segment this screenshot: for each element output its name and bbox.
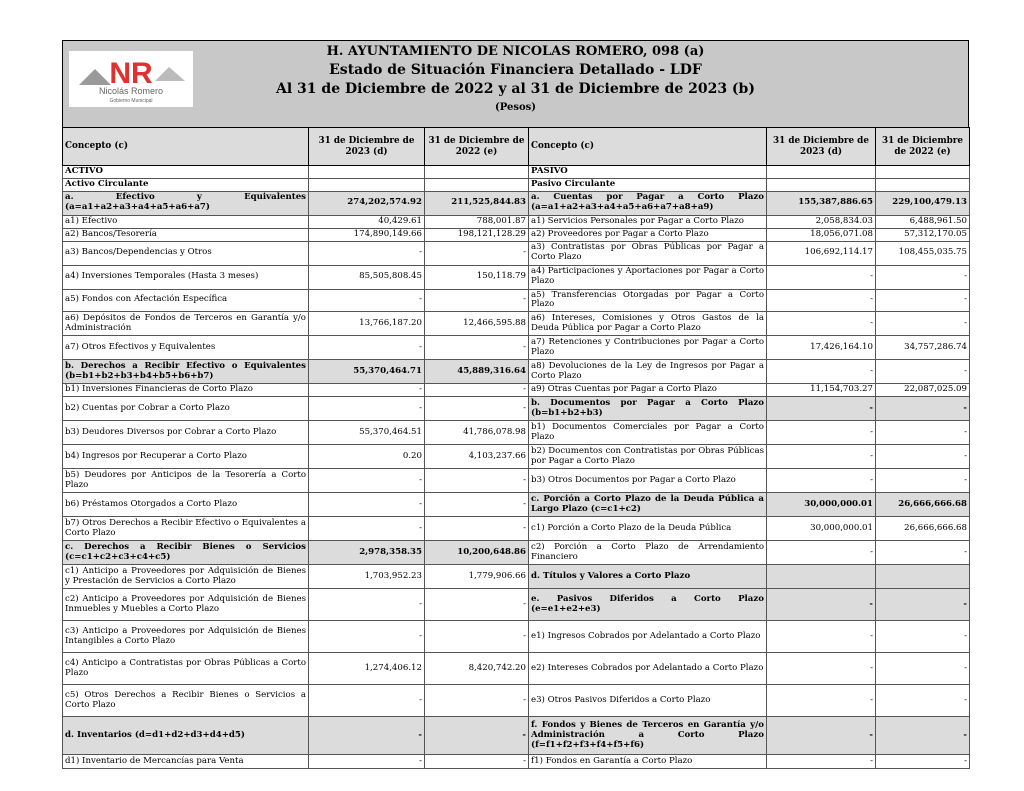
left-value-2023: - [309,241,425,265]
table-row [63,717,970,755]
left-value-2022 [425,166,529,179]
right-value-2023: - [767,653,876,685]
col-header-concept: Concepto (c) [63,128,309,166]
left-concept: a3) Bancos/Dependencias y Otros [63,241,309,265]
left-concept: a6) Depósitos de Fondos de Terceros en Garantía y/o Administración [63,312,309,336]
table-row [63,384,970,397]
financial-statement-sheet [62,40,969,769]
left-concept: b7) Otros Derechos a Recibir Efectivo o Equivalentes a Corto Plazo [63,517,309,541]
left-value-2023: 40,429.61 [309,215,425,228]
right-value-2022: 26,666,666.68 [876,493,970,517]
right-value-2022: - [876,445,970,469]
right-value-2022: - [876,421,970,445]
right-concept: a6) Intereses, Comisiones y Otros Gastos de la Deuda Pública por Pagar a Corto Plazo [529,312,767,336]
right-concept: b. Documentos por Pagar a Corto Plazo (b=b1+b2+b3) [529,397,767,421]
left-value-2023 [309,178,425,191]
right-value-2023: - [767,289,876,312]
table-row [63,653,970,685]
right-concept: c. Porción a Corto Plazo de la Deuda Pública a Largo Plazo (c=c1+c2) [529,493,767,517]
left-value-2022: 211,525,844.83 [425,191,529,215]
right-value-2022: - [876,289,970,312]
left-value-2023: 1,703,952.23 [309,565,425,589]
right-value-2023: - [767,755,876,769]
left-concept: b1) Inversiones Financieras de Corto Plazo [63,384,309,397]
left-concept: b6) Préstamos Otorgados a Corto Plazo [63,493,309,517]
left-concept: c3) Anticipo a Proveedores por Adquisición de Bienes Intangibles a Corto Plazo [63,621,309,653]
col-header-2022: 31 de Diciembre de 2022 (e) [425,128,529,166]
left-concept: a4) Inversiones Temporales (Hasta 3 meses) [63,265,309,289]
left-concept: b. Derechos a Recibir Efectivo o Equivalentes (b=b1+b2+b3+b4+b5+b6+b7) [63,360,309,384]
left-value-2023: - [309,717,425,755]
table-row [63,191,970,215]
left-concept: c2) Anticipo a Proveedores por Adquisición de Bienes Inmuebles y Muebles a Corto Plazo [63,589,309,621]
right-value-2023: 106,692,114.17 [767,241,876,265]
right-value-2023: - [767,421,876,445]
left-value-2023 [309,166,425,179]
right-value-2022: - [876,653,970,685]
left-concept: Activo Circulante [63,178,309,191]
left-concept: a2) Bancos/Tesorería [63,228,309,241]
right-value-2023: - [767,685,876,717]
right-value-2023: - [767,397,876,421]
right-concept: a. Cuentas por Pagar a Corto Plazo (a=a1+a2+a3+a4+a5+a6+a7+a8+a9) [529,191,767,215]
col-header-2023-right: 31 de Diciembre de 2023 (d) [767,128,876,166]
balance-table [62,127,970,769]
right-value-2022: 108,455,035.75 [876,241,970,265]
right-concept: a7) Retenciones y Contribuciones por Pagar a Corto Plazo [529,336,767,360]
table-row [63,178,970,191]
right-concept: a2) Proveedores por Pagar a Corto Plazo [529,228,767,241]
table-row [63,265,970,289]
right-value-2022: - [876,397,970,421]
left-value-2022: 4,103,237.66 [425,445,529,469]
col-header-concept-right: Concepto (c) [529,128,767,166]
right-value-2022: - [876,360,970,384]
left-value-2022: - [425,384,529,397]
left-concept: a1) Efectivo [63,215,309,228]
table-row [63,493,970,517]
left-value-2022: 1,779,906.66 [425,565,529,589]
left-value-2022: 198,121,128.29 [425,228,529,241]
right-value-2022: - [876,717,970,755]
left-value-2023: - [309,469,425,493]
table-row [63,289,970,312]
left-value-2023: - [309,589,425,621]
svg-text:NR: NR [109,57,153,90]
logo-icon [69,51,193,107]
right-value-2023: 11,154,703.27 [767,384,876,397]
left-concept: c4) Anticipo a Contratistas por Obras Públicas a Corto Plazo [63,653,309,685]
right-value-2023 [767,565,876,589]
right-value-2023: 18,056,071.08 [767,228,876,241]
table-row [63,445,970,469]
table-row [63,541,970,565]
right-value-2022: - [876,469,970,493]
left-value-2023: 2,978,358.35 [309,541,425,565]
right-concept: a1) Servicios Personales por Pagar a Corto Plazo [529,215,767,228]
right-value-2022: - [876,541,970,565]
table-row [63,241,970,265]
left-value-2023: 1,274,406.12 [309,653,425,685]
right-concept: a8) Devoluciones de la Ley de Ingresos por Pagar a Corto Plazo [529,360,767,384]
right-concept: a3) Contratistas por Obras Públicas por Pagar a Corto Plazo [529,241,767,265]
left-value-2022: - [425,469,529,493]
right-concept: e2) Intereses Cobrados por Adelantado a Corto Plazo [529,653,767,685]
right-concept: c1) Porción a Corto Plazo de la Deuda Pública [529,517,767,541]
table-row [63,336,970,360]
left-value-2022 [425,178,529,191]
right-value-2023: - [767,589,876,621]
left-value-2023: - [309,517,425,541]
table-row [63,215,970,228]
right-value-2023: 2,058,834.03 [767,215,876,228]
left-value-2023: - [309,336,425,360]
left-concept: a7) Otros Efectivos y Equivalentes [63,336,309,360]
left-concept: ACTIVO [63,166,309,179]
right-value-2023: 30,000,000.01 [767,517,876,541]
right-value-2022: 57,312,170.05 [876,228,970,241]
left-concept: d. Inventarios (d=d1+d2+d3+d4+d5) [63,717,309,755]
col-header-2023: 31 de Diciembre de 2023 (d) [309,128,425,166]
right-value-2023: - [767,469,876,493]
left-concept: c5) Otros Derechos a Recibir Bienes o Servicios a Corto Plazo [63,685,309,717]
table-row [63,621,970,653]
left-concept: b4) Ingresos por Recuperar a Corto Plazo [63,445,309,469]
logo-wordmark: Nicolás Romero [98,86,164,96]
table-row [63,755,970,769]
left-value-2022: - [425,241,529,265]
right-value-2022: - [876,685,970,717]
report-period: Al 31 de Diciembre de 2022 y al 31 de Diciembre de 2023 (b) [276,81,755,97]
logo-tagline: Gobierno Municipal [109,98,153,104]
left-concept: d1) Inventario de Mercancías para Venta [63,755,309,769]
right-value-2022: - [876,312,970,336]
right-concept: Pasivo Circulante [529,178,767,191]
column-header-row [63,128,970,166]
right-value-2022: 6,488,961.50 [876,215,970,228]
table-row [63,421,970,445]
left-value-2022: - [425,621,529,653]
right-value-2022: - [876,265,970,289]
right-concept: f. Fondos y Bienes de Terceros en Garantía y/o Administración a Corto Plazo (f=f1+f2+f3+f4+f5+f6) [529,717,767,755]
left-value-2022: - [425,755,529,769]
left-value-2022: - [425,493,529,517]
right-value-2023: 30,000,000.01 [767,493,876,517]
left-value-2023: - [309,621,425,653]
right-value-2022: 34,757,286.74 [876,336,970,360]
report-units: (Pesos) [494,102,536,113]
right-value-2022 [876,565,970,589]
right-value-2023: - [767,265,876,289]
right-value-2022 [876,166,970,179]
left-value-2022: 12,466,595.88 [425,312,529,336]
right-value-2023: - [767,312,876,336]
left-value-2023: - [309,493,425,517]
left-concept: a5) Fondos con Afectación Específica [63,289,309,312]
left-value-2023: 55,370,464.71 [309,360,425,384]
left-value-2022: 788,001.87 [425,215,529,228]
right-value-2023: - [767,360,876,384]
left-value-2023: 13,766,187.20 [309,312,425,336]
right-concept: e1) Ingresos Cobrados por Adelantado a Corto Plazo [529,621,767,653]
left-value-2022: 8,420,742.20 [425,653,529,685]
left-value-2023: - [309,755,425,769]
right-concept: e3) Otros Pasivos Diferidos a Corto Plazo [529,685,767,717]
left-value-2022: - [425,589,529,621]
left-value-2023: - [309,289,425,312]
right-concept: PASIVO [529,166,767,179]
right-concept: a4) Participaciones y Aportaciones por Pagar a Corto Plazo [529,265,767,289]
table-row [63,469,970,493]
report-title: Estado de Situación Financiera Detallado - LDF [329,62,702,78]
table-row [63,312,970,336]
right-value-2023: 155,387,886.65 [767,191,876,215]
table-row [63,166,970,179]
left-value-2022: - [425,685,529,717]
left-concept: b2) Cuentas por Cobrar a Corto Plazo [63,397,309,421]
right-concept: d. Títulos y Valores a Corto Plazo [529,565,767,589]
right-value-2023 [767,178,876,191]
left-value-2023: 85,505,808.45 [309,265,425,289]
right-value-2022: - [876,589,970,621]
right-concept: c2) Porción a Corto Plazo de Arrendamiento Financiero [529,541,767,565]
left-value-2023: - [309,397,425,421]
table-row [63,360,970,384]
right-value-2023: - [767,541,876,565]
table-row [63,228,970,241]
left-concept: c1) Anticipo a Proveedores por Adquisición de Bienes y Prestación de Servicios a Corto Plazo [63,565,309,589]
right-value-2023: - [767,445,876,469]
left-value-2022: - [425,517,529,541]
left-value-2023: 0.20 [309,445,425,469]
left-value-2022: - [425,397,529,421]
left-value-2023: 55,370,464.51 [309,421,425,445]
right-value-2022: 229,100,479.13 [876,191,970,215]
left-value-2022: 45,889,316.64 [425,360,529,384]
left-concept: a. Efectivo y Equivalentes (a=a1+a2+a3+a4+a5+a6+a7) [63,191,309,215]
left-concept: b5) Deudores por Anticipos de la Tesorería a Corto Plazo [63,469,309,493]
right-concept: e. Pasivos Diferidos a Corto Plazo (e=e1+e2+e3) [529,589,767,621]
right-value-2022 [876,178,970,191]
table-row [63,565,970,589]
right-value-2023: - [767,621,876,653]
right-concept: b2) Documentos con Contratistas por Obras Públicas por Pagar a Corto Plazo [529,445,767,469]
right-value-2023 [767,166,876,179]
table-row [63,397,970,421]
left-value-2023: - [309,685,425,717]
municipal-logo [69,51,193,107]
right-concept: a5) Transferencias Otorgadas por Pagar a Corto Plazo [529,289,767,312]
left-value-2022: - [425,717,529,755]
col-header-2022-right: 31 de Diciembre de 2022 (e) [876,128,970,166]
left-value-2022: 10,200,648.86 [425,541,529,565]
right-concept: f1) Fondos en Garantía a Corto Plazo [529,755,767,769]
right-value-2022: - [876,621,970,653]
left-value-2023: 274,202,574.92 [309,191,425,215]
left-value-2022: - [425,336,529,360]
right-value-2023: - [767,717,876,755]
right-concept: b1) Documentos Comerciales por Pagar a Corto Plazo [529,421,767,445]
right-concept: a9) Otras Cuentas por Pagar a Corto Plazo [529,384,767,397]
entity-title: H. AYUNTAMIENTO DE NICOLAS ROMERO, 098 (a) [326,44,705,59]
right-value-2023: 17,426,164.10 [767,336,876,360]
right-value-2022: 22,087,025.09 [876,384,970,397]
left-value-2022: 150,118.79 [425,265,529,289]
left-value-2022: 41,786,078.98 [425,421,529,445]
right-value-2022: - [876,755,970,769]
table-row [63,589,970,621]
right-value-2022: 26,666,666.68 [876,517,970,541]
left-concept: b3) Deudores Diversos por Cobrar a Corto Plazo [63,421,309,445]
report-header [62,40,969,127]
table-row [63,685,970,717]
left-value-2023: 174,890,149.66 [309,228,425,241]
table-row [63,517,970,541]
left-concept: c. Derechos a Recibir Bienes o Servicios (c=c1+c2+c3+c4+c5) [63,541,309,565]
left-value-2022: - [425,289,529,312]
right-concept: b3) Otros Documentos por Pagar a Corto Plazo [529,469,767,493]
left-value-2023: - [309,384,425,397]
